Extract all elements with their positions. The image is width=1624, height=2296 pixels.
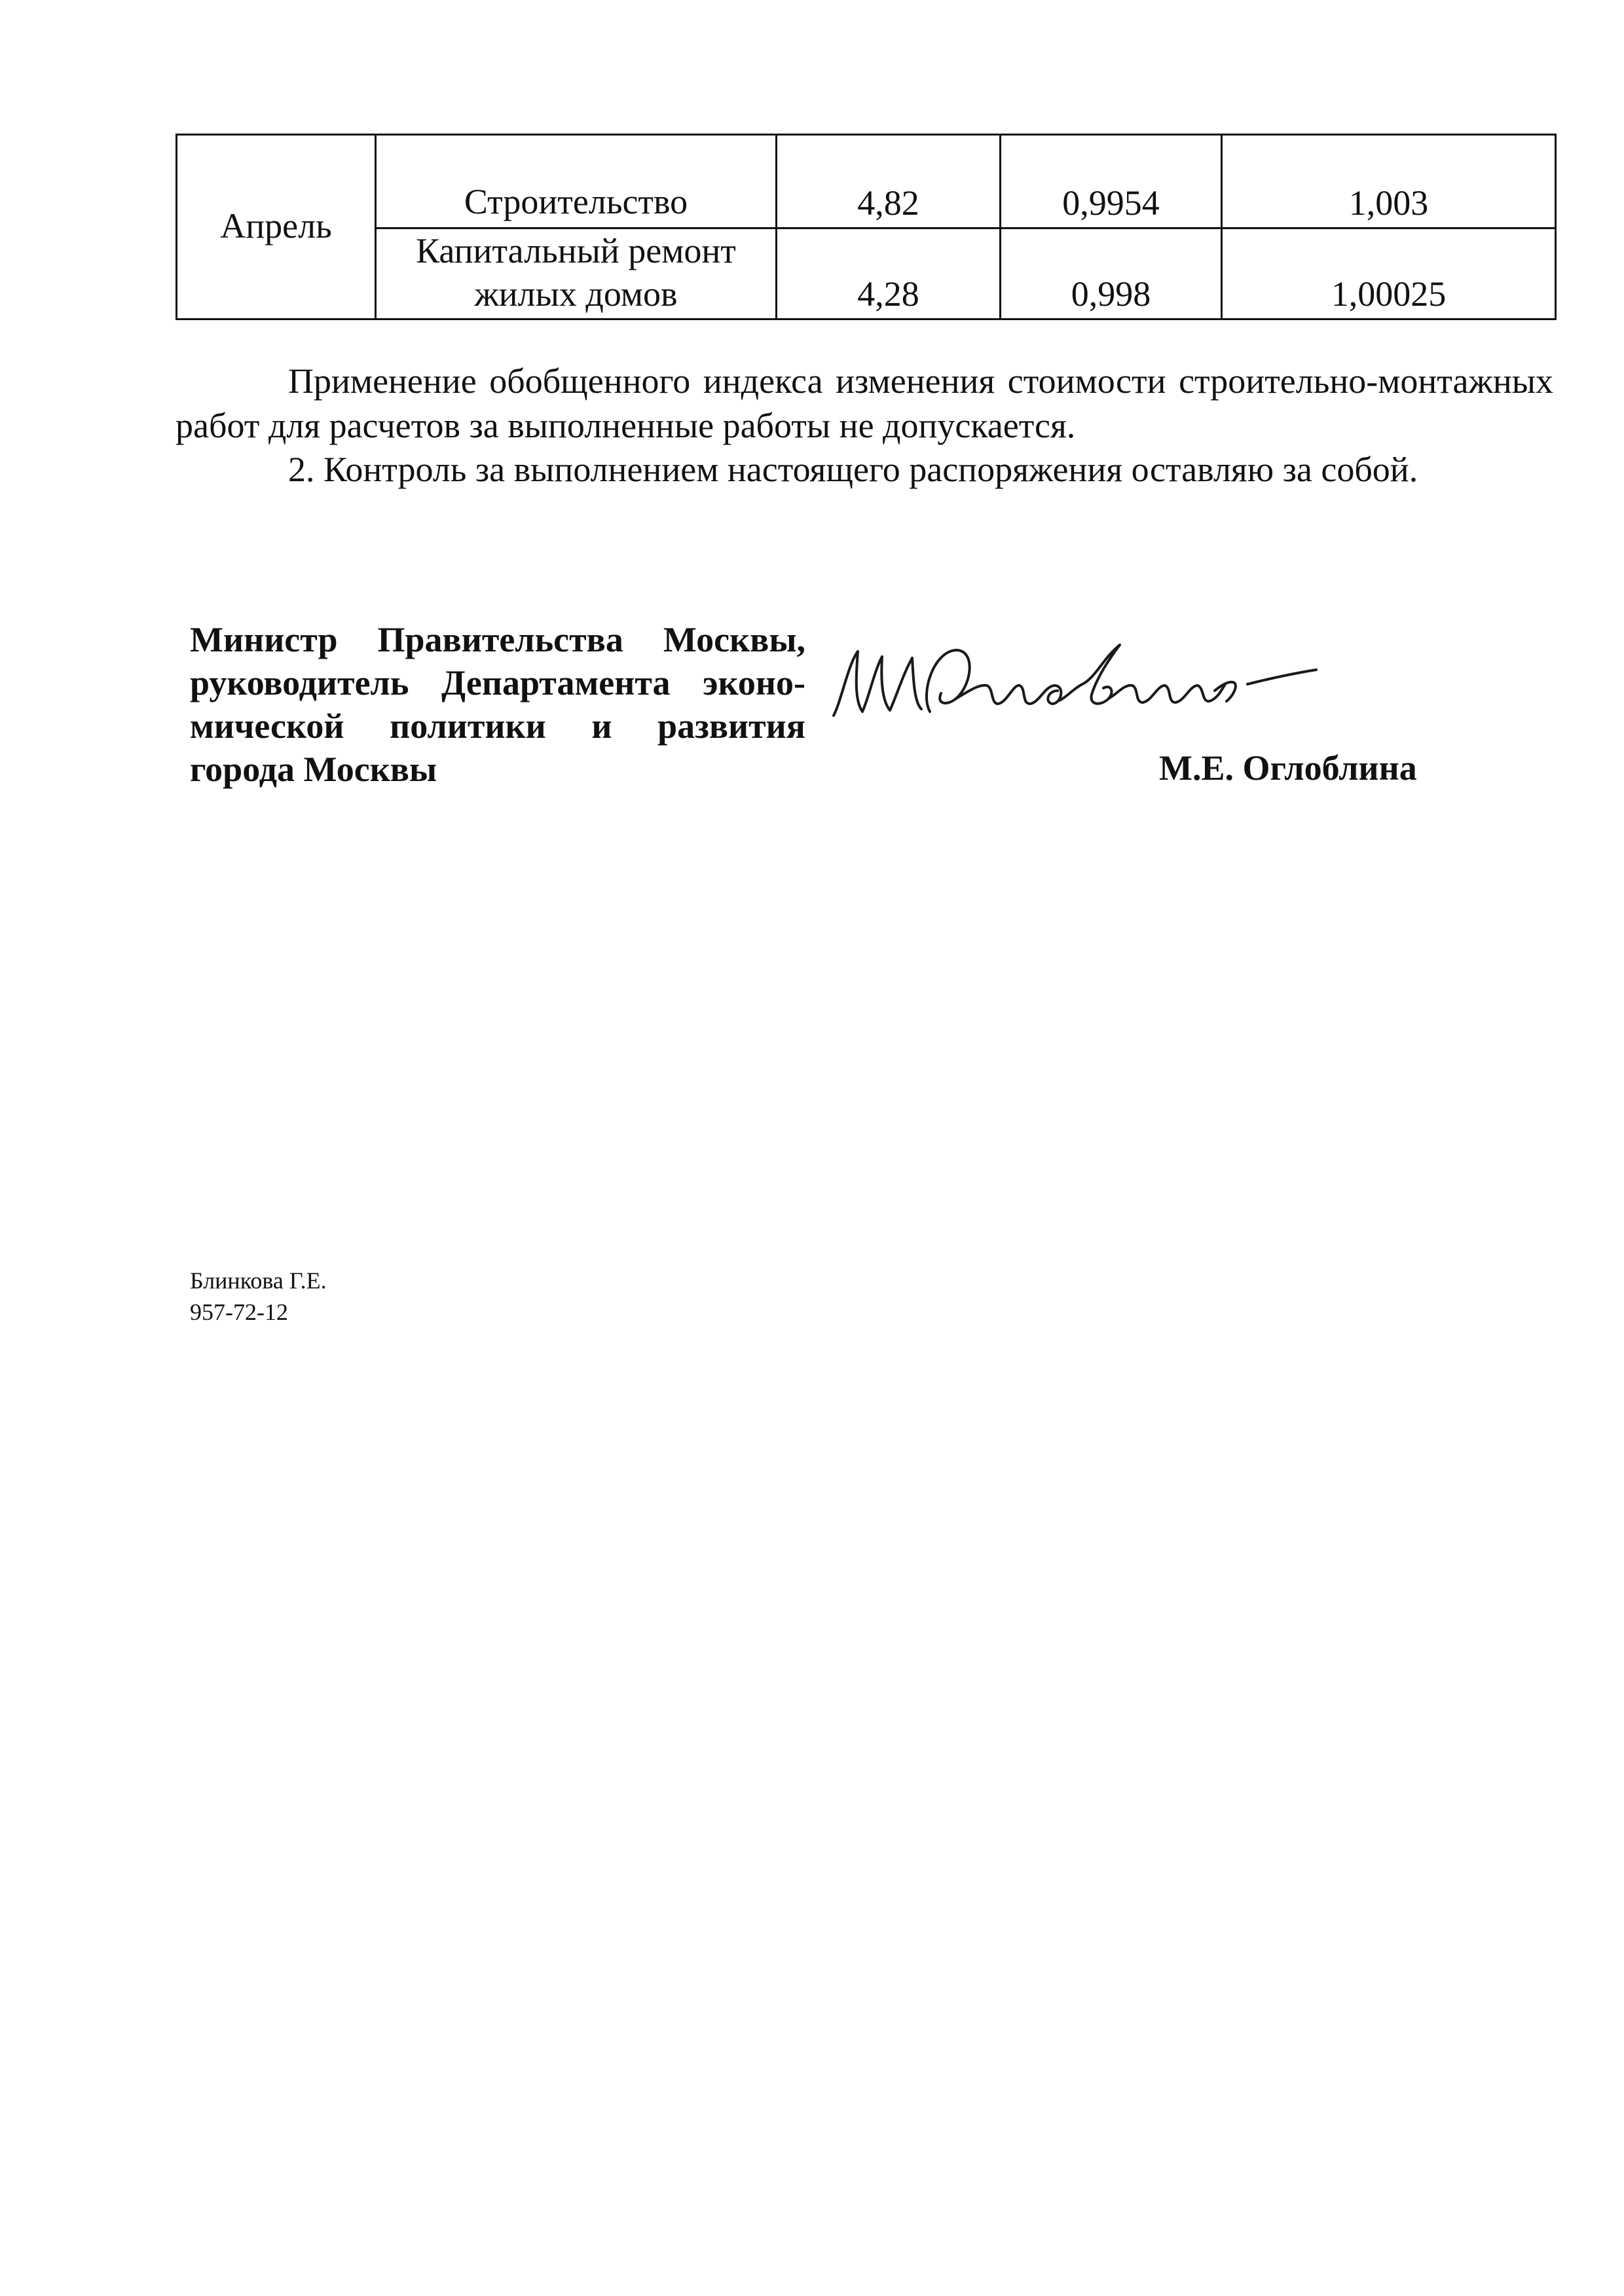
- paragraph-control-clause: 2. Контроль за выполнением настоящего распоряжения оставляю за собой.: [288, 450, 1418, 489]
- value-col3: 1,00025: [1331, 274, 1447, 314]
- signer-name: М.Е. Оглоблина: [1159, 748, 1417, 788]
- value-col2: 0,9954: [1062, 183, 1160, 223]
- work-type-cell: [376, 135, 777, 228]
- work-type-label-line1: Капитальный ремонт: [416, 231, 736, 270]
- value-cell: [777, 135, 1001, 228]
- table-row: [177, 228, 1556, 319]
- signatory-title-line: мической политики и развития: [190, 706, 805, 746]
- value-col3: 1,003: [1348, 183, 1429, 223]
- signatory-title-line: города Москвы: [190, 750, 437, 789]
- signatory-title: [190, 618, 805, 791]
- signatory-title-line: Министр Правительства Москвы,: [190, 620, 805, 659]
- value-col1: 4,82: [857, 183, 919, 223]
- executor-info: [190, 1265, 327, 1328]
- value-cell: [1222, 135, 1556, 228]
- value-col1: 4,28: [857, 274, 919, 314]
- work-type-cell: [376, 228, 777, 319]
- value-cell: [1001, 135, 1222, 228]
- executor-phone: 957-72-12: [190, 1299, 288, 1325]
- index-table: [175, 134, 1557, 320]
- handwritten-signature: [822, 638, 1320, 737]
- value-cell: [1222, 228, 1556, 319]
- month-label: Апрель: [220, 206, 332, 246]
- paragraph-index-note: Применение обобщенного индекса изменения стоимости строительно-монтажных работ для расчетов за выполненные работы не допускается.: [175, 361, 1553, 445]
- month-cell: [177, 135, 376, 319]
- value-col2: 0,998: [1071, 274, 1151, 314]
- work-type-label-line2: жилых домов: [474, 274, 678, 314]
- signatory-title-line: руководитель Департамента эконо-: [190, 663, 805, 702]
- value-cell: [777, 228, 1001, 319]
- work-type-label: Строительство: [464, 182, 688, 221]
- value-cell: [1001, 228, 1222, 319]
- executor-name: Блинкова Г.Е.: [190, 1267, 327, 1294]
- table-row: [177, 135, 1556, 228]
